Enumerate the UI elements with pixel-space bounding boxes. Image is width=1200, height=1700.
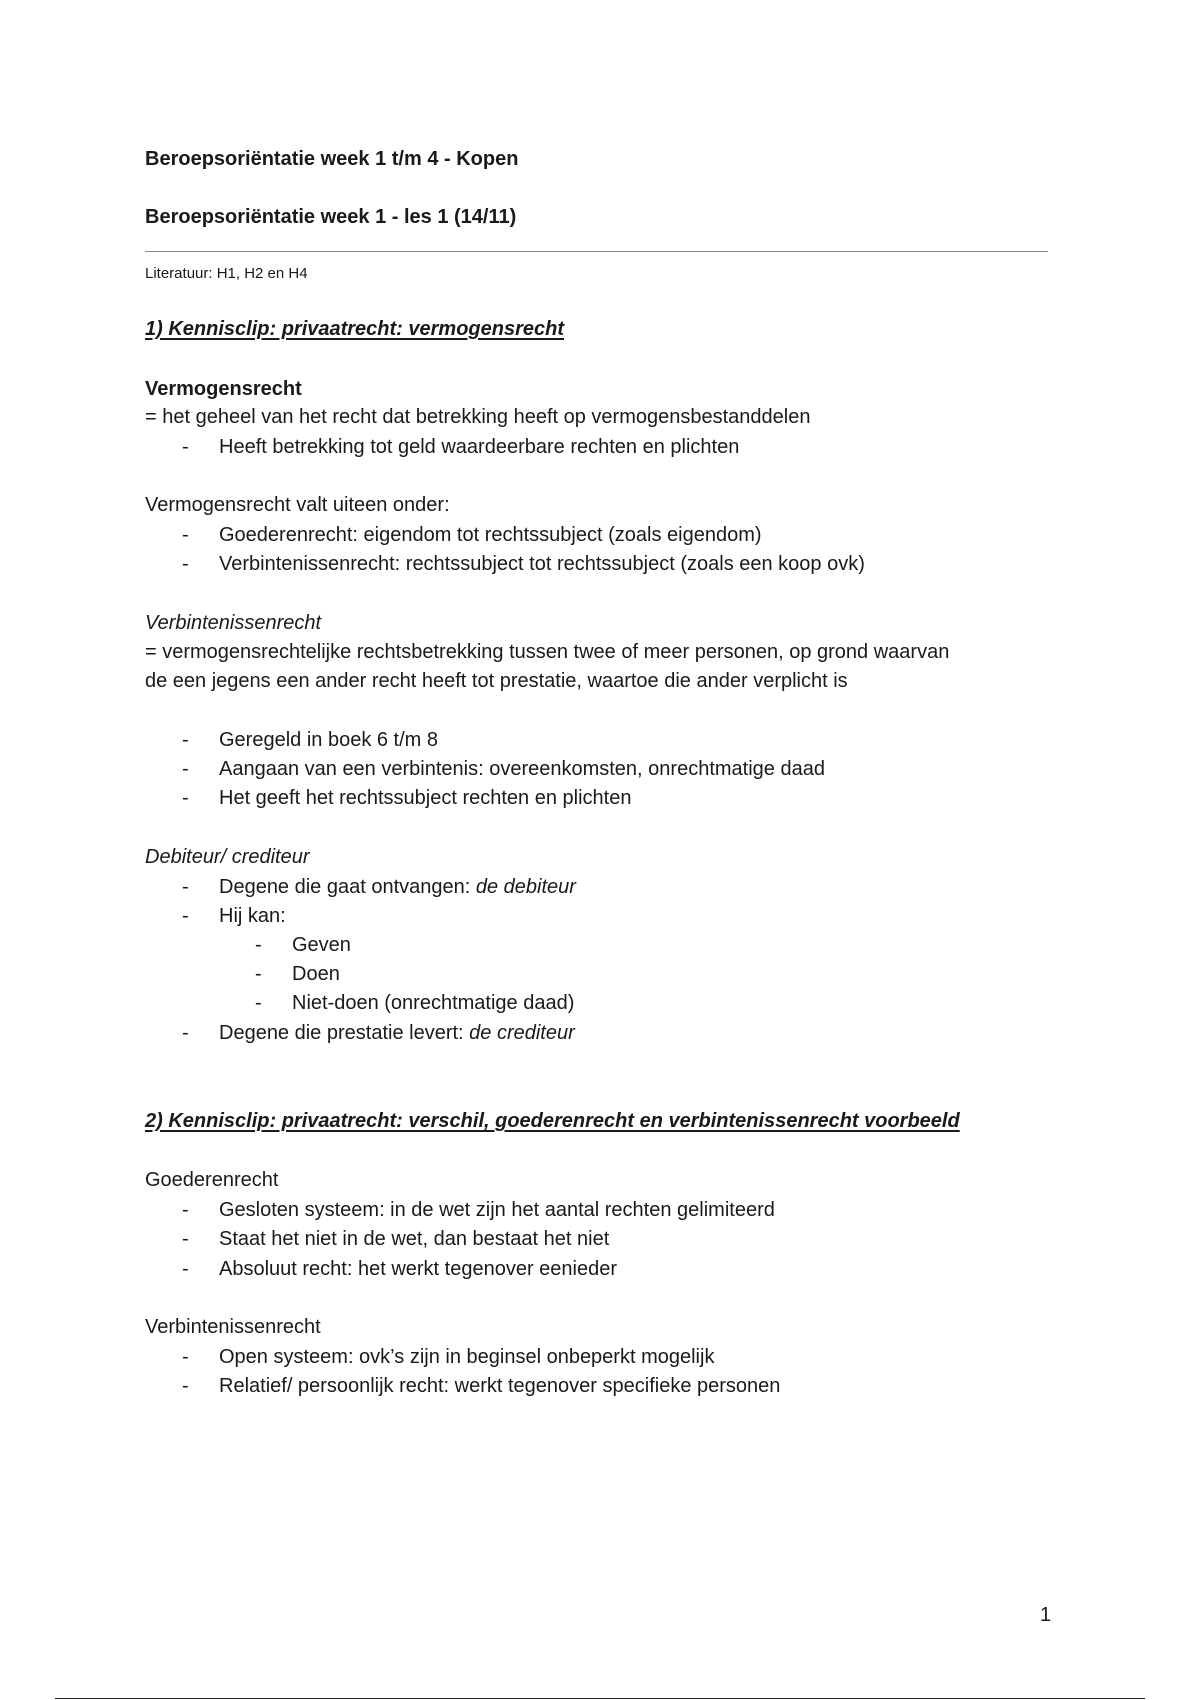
term-verbintenissenrecht-2: Verbintenissenrecht [145, 1316, 321, 1338]
definition-verbintenissenrecht-line-2: de een jegens een ander recht heeft tot prestatie, waartoe die ander verplicht is [145, 670, 848, 692]
list-item-text: Open systeem: ovk’s zijn in beginsel onbeperkt mogelijk [219, 1346, 715, 1368]
bullet-dash: - [182, 876, 189, 898]
bullet-dash: - [182, 524, 189, 546]
bullet-dash: - [182, 436, 189, 458]
split-intro: Vermogensrecht valt uiteen onder: [145, 494, 450, 516]
bullet-dash: - [255, 934, 262, 956]
list-item-text: Geregeld in boek 6 t/m 8 [219, 729, 439, 751]
list-item-text: Staat het niet in de wet, dan bestaat het niet [219, 1228, 610, 1250]
section-1-heading: 1) Kennisclip: privaatrecht: vermogensrecht [145, 318, 565, 340]
list-item-text: Hij kan: [219, 905, 286, 927]
bullet-dash: - [182, 1228, 189, 1250]
list-item-text: Heeft betrekking tot geld waardeerbare rechten en plichten [219, 436, 740, 458]
list-item-plain: Degene die gaat ontvangen: [219, 876, 476, 898]
bullet-dash: - [182, 905, 189, 927]
sub-list-item-text: Geven [292, 934, 351, 956]
list-item-text: Aangaan van een verbintenis: overeenkomsten, onrechtmatige daad [219, 758, 825, 780]
bullet-dash: - [255, 992, 262, 1014]
list-item-text: Het geeft het rechtssubject rechten en plichten [219, 787, 632, 809]
list-item-text: Gesloten systeem: in de wet zijn het aantal rechten gelimiteerd [219, 1199, 775, 1221]
term-goederenrecht: Goederenrecht [145, 1169, 279, 1191]
lesson-subtitle: Beroepsoriëntatie week 1 - les 1 (14/11) [145, 206, 517, 228]
definition-vermogensrecht: = het geheel van het recht dat betrekking heeft op vermogensbestanddelen [145, 406, 811, 428]
bullet-dash: - [182, 729, 189, 751]
list-item-text: Absoluut recht: het werkt tegenover eenieder [219, 1258, 618, 1280]
bullet-dash: - [255, 963, 262, 985]
bullet-dash: - [182, 1375, 189, 1397]
list-item-text: Verbintenissenrecht: rechtssubject tot rechtssubject (zoals een koop ovk) [219, 553, 865, 575]
literature-note: Literatuur: H1, H2 en H4 [145, 265, 308, 282]
sub-list-item-text: Niet-doen (onrechtmatige daad) [292, 992, 575, 1014]
bullet-dash: - [182, 1199, 189, 1221]
page-number: 1 [1040, 1604, 1052, 1626]
document-title: Beroepsoriëntatie week 1 t/m 4 - Kopen [145, 148, 519, 170]
page-bottom-edge [55, 1698, 1145, 1699]
list-item-emphasis: de crediteur [469, 1022, 575, 1044]
bullet-dash: - [182, 758, 189, 780]
definition-verbintenissenrecht-line-1: = vermogensrechtelijke rechtsbetrekking tussen twee of meer personen, op grond waarvan [145, 641, 950, 663]
list-item-text [219, 1020, 575, 1046]
horizontal-divider [145, 251, 1048, 252]
sub-list-item-text: Doen [292, 963, 340, 985]
section-2-heading: 2) Kennisclip: privaatrecht: verschil, goederenrecht en verbintenissenrecht voorbeeld [145, 1110, 960, 1132]
list-item-emphasis: de debiteur [475, 876, 576, 898]
list-item-text: Goederenrecht: eigendom tot rechtssubject (zoals eigendom) [219, 524, 762, 546]
bullet-dash: - [182, 1346, 189, 1368]
term-verbintenissenrecht: Verbintenissenrecht [145, 612, 322, 634]
list-item-text [219, 874, 576, 900]
list-item-text: Relatief/ persoonlijk recht: werkt tegenover specifieke personen [219, 1375, 781, 1397]
list-item-plain: Degene die prestatie levert: [219, 1022, 470, 1044]
term-vermogensrecht: Vermogensrecht [145, 378, 302, 400]
bullet-dash: - [182, 1022, 189, 1044]
bullet-dash: - [182, 787, 189, 809]
bullet-dash: - [182, 553, 189, 575]
term-debiteur-crediteur: Debiteur/ crediteur [145, 846, 310, 868]
bullet-dash: - [182, 1258, 189, 1280]
